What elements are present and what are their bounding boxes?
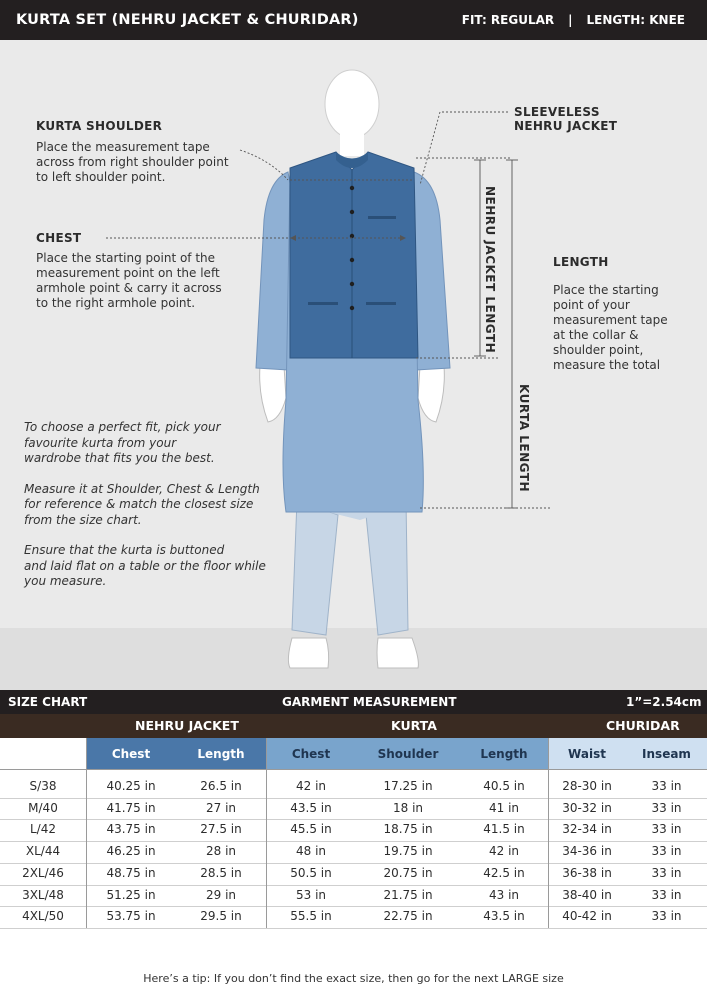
text-line: favourite kurta from your [24, 435, 177, 450]
nehru-jacket-length-label: NEHRU JACKET LENGTH [483, 186, 497, 354]
column-header: Waist [548, 738, 626, 769]
text-line: Place the starting [553, 283, 659, 297]
chest-instructions [36, 251, 222, 311]
top-header-bar [0, 0, 707, 40]
table-cell: 36-38 in [562, 865, 612, 880]
table-cell: 41.75 in [106, 800, 156, 815]
table-cell: 28 in [205, 844, 237, 859]
table-cell: 33 in [651, 822, 682, 837]
table-cell: 40-42 in [562, 909, 612, 924]
table-cell: 33 in [651, 887, 682, 902]
table-cell: 46.25 in [106, 844, 156, 859]
text-line: To choose a perfect fit, pick your [24, 420, 221, 434]
kurta-length-label: KURTA LENGTH [517, 384, 531, 493]
text-line: you measure. [24, 574, 107, 588]
size-chart-header [0, 690, 707, 714]
length-label: LENGTH: KNEE [586, 13, 685, 27]
table-cell: 42 in [295, 779, 327, 793]
table-cell: 27.5 in [200, 822, 242, 837]
size-label-cell: M/40 [28, 800, 58, 815]
text-line: Place the starting point of the [36, 251, 216, 265]
text-line: shoulder point, [553, 343, 644, 357]
text-line: Measure it at Shoulder, Chest & Length [24, 481, 260, 496]
column-header: Shoulder [356, 738, 460, 769]
group-churidar: CHURIDAR [606, 718, 680, 733]
size-label-cell: 3XL/48 [22, 887, 64, 902]
sleeveless-jacket-heading [514, 105, 617, 133]
table-cell: 28.5 in [200, 865, 242, 880]
text-line: measurement tape [553, 313, 668, 327]
table-cell: 55.5 in [290, 909, 332, 924]
text-line: Ensure that the kurta is buttoned [24, 543, 225, 557]
table-cell: 32-34 in [562, 822, 612, 837]
text-line: armhole point & carry it across [36, 281, 222, 295]
table-cell: 41.5 in [483, 822, 525, 837]
row-divider [0, 841, 707, 842]
column-header: Chest [266, 738, 356, 769]
column-header: Inseam [626, 738, 707, 769]
table-cell: 17.25 in [383, 779, 433, 793]
length-heading: LENGTH [553, 255, 609, 269]
row-divider [0, 798, 707, 799]
table-cell: 33 in [651, 844, 682, 859]
table-cell: 40.25 in [106, 779, 156, 793]
table-cell: 43.5 in [483, 909, 525, 924]
text-line: to left shoulder point. [36, 170, 166, 184]
text-line: across from right shoulder point [36, 155, 229, 169]
header-divider [0, 769, 707, 770]
advice-paragraph [24, 543, 266, 590]
table-cell: 21.75 in [383, 887, 433, 902]
table-cell: 29.5 in [200, 909, 242, 924]
text-line: SLEEVELESS [514, 105, 600, 119]
row-divider [0, 819, 707, 820]
text-line: at the collar & [553, 328, 639, 342]
separator: | [568, 13, 573, 27]
row-divider [0, 885, 707, 886]
table-cell: 40.5 in [483, 779, 525, 793]
text-line: Place the measurement tape [36, 140, 210, 154]
table-cell: 34-36 in [562, 844, 612, 859]
table-cell: 20.75 in [383, 865, 433, 880]
table-cell: 53.75 in [106, 909, 156, 924]
text-line: NEHRU JACKET [514, 119, 618, 133]
column-header: Chest [86, 738, 176, 769]
page-title: KURTA SET (NEHRU JACKET & CHURIDAR) [16, 12, 359, 28]
table-cell: 38-40 in [562, 887, 612, 902]
advice-paragraph [24, 482, 266, 529]
table-cell: 48 in [295, 844, 327, 859]
size-label-cell: S/38 [29, 779, 57, 793]
text-line: point of your [553, 298, 630, 312]
size-tip: Here’s a tip: If you don’t find the exact size, then go for the next LARGE size [143, 972, 564, 985]
text-line: to the right armhole point. [36, 296, 196, 310]
table-cell: 27 in [205, 800, 237, 815]
fit-advice [24, 420, 266, 605]
size-column-header [0, 738, 86, 769]
table-cell: 42.5 in [483, 865, 525, 880]
text-line: from the size chart. [24, 512, 142, 527]
table-cell: 41 in [488, 800, 520, 815]
row-divider [0, 863, 707, 864]
fit-info [462, 13, 685, 27]
table-cell: 30-32 in [562, 800, 612, 815]
table-cell: 26.5 in [200, 779, 242, 793]
table-cell: 33 in [651, 909, 682, 924]
size-label-cell: XL/44 [25, 844, 61, 859]
column-divider [86, 738, 87, 928]
column-divider [548, 738, 549, 928]
table-cell: 53 in [295, 887, 327, 902]
table-cell: 29 in [205, 887, 237, 902]
table-cell: 33 in [651, 779, 682, 793]
conversion-label: 1”=2.54cm [626, 695, 702, 709]
size-chart-label: SIZE CHART [8, 695, 88, 709]
table-cell: 42 in [488, 844, 520, 859]
table-cell: 28-30 in [562, 779, 612, 793]
text-line: for reference & match the closest size [24, 497, 254, 511]
table-cell: 19.75 in [383, 844, 433, 859]
column-header: Length [176, 738, 266, 769]
size-label-cell: L/42 [30, 822, 56, 837]
table-cell: 18 in [392, 800, 424, 815]
table-cell: 48.75 in [106, 865, 156, 880]
chest-heading: CHEST [36, 231, 82, 245]
size-chart-group-header [0, 714, 707, 738]
size-label-cell: 4XL/50 [22, 909, 64, 924]
length-instructions [553, 283, 668, 373]
text-line: measure the total [553, 358, 661, 372]
kurta-shoulder-instructions [36, 140, 229, 185]
table-cell: 33 in [651, 865, 682, 880]
kurta-shoulder-heading: KURTA SHOULDER [36, 119, 163, 133]
row-divider [0, 906, 707, 907]
table-cell: 45.5 in [290, 822, 332, 837]
table-cell: 18.75 in [383, 822, 433, 837]
fit-label: FIT: REGULAR [461, 13, 555, 27]
table-cell: 51.25 in [106, 887, 156, 902]
text-line: measurement point on the left [36, 266, 220, 280]
table-cell: 22.75 in [383, 909, 433, 924]
text-line: and laid flat on a table or the floor while [24, 558, 266, 573]
column-divider [266, 738, 267, 928]
group-nehru-jacket: NEHRU JACKET [135, 718, 239, 733]
row-divider [0, 928, 707, 929]
table-cell: 43 in [488, 887, 520, 902]
text-line: wardrobe that fits you the best. [24, 451, 215, 465]
advice-paragraph [24, 420, 266, 467]
size-label-cell: 2XL/46 [22, 865, 64, 880]
group-kurta: KURTA [391, 718, 437, 733]
table-cell: 50.5 in [290, 865, 332, 880]
garment-measurement-label: GARMENT MEASUREMENT [282, 695, 457, 709]
table-cell: 33 in [651, 800, 682, 815]
table-cell: 43.75 in [106, 822, 156, 837]
table-cell: 43.5 in [290, 800, 332, 815]
column-header: Length [460, 738, 548, 769]
